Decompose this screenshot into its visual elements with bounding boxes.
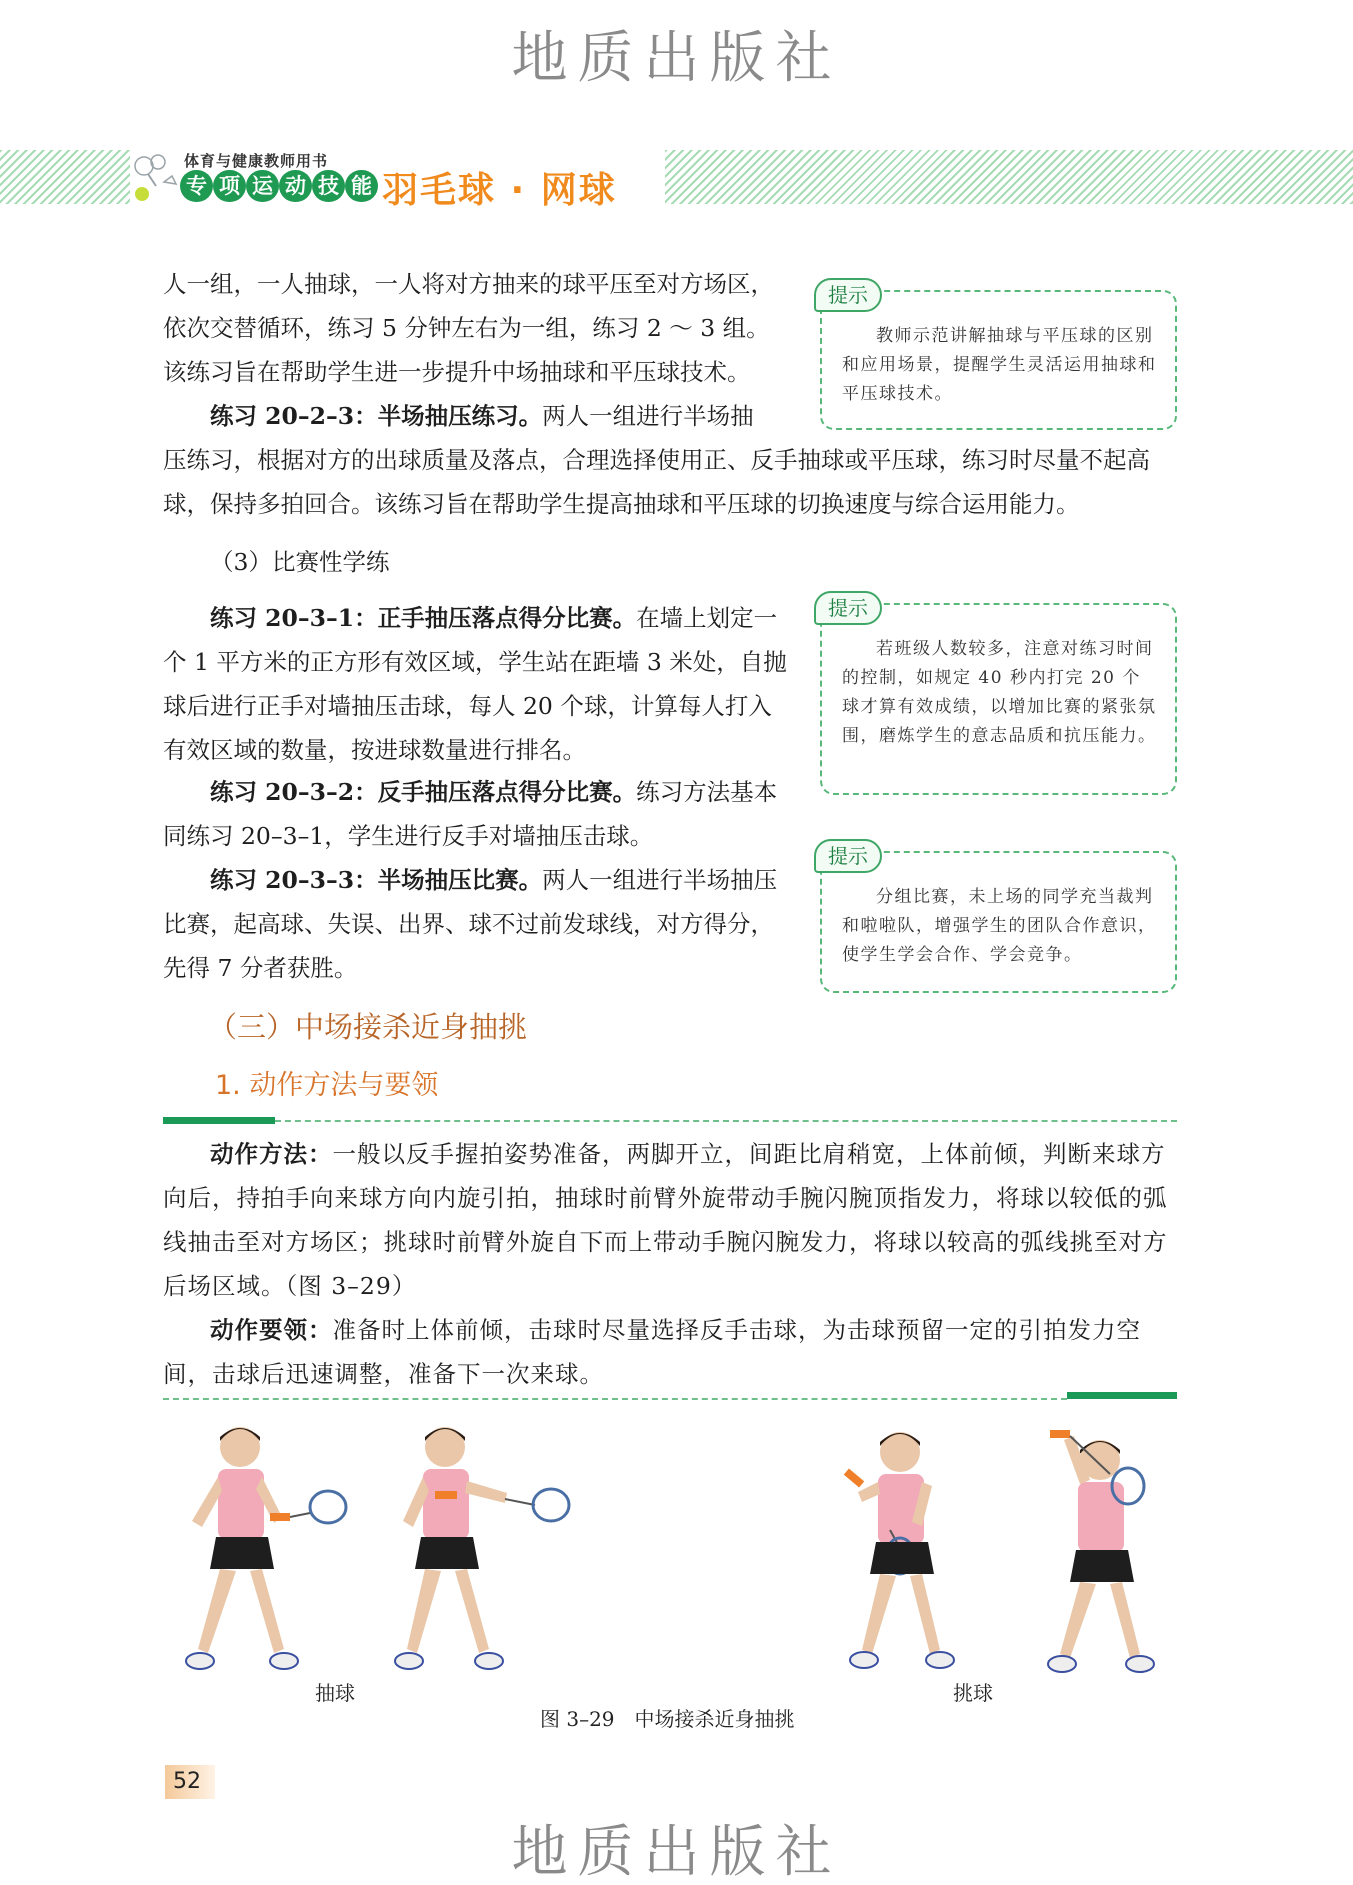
tip-label-3: 提示 [814, 839, 882, 873]
drill-20-3-3-title: 练习 20–3–3：半场抽压比赛。 [210, 866, 543, 894]
series-char-1: 专 [180, 170, 213, 202]
drill-20-2-3-text: 两人一组进行半场抽 [542, 402, 754, 430]
drill-20-3-1-title: 练习 20–3–1：正手抽压落点得分比赛。 [210, 604, 637, 632]
figure-caption: 图 3–29 中场接杀近身抽挑 [540, 1707, 795, 1731]
paragraph-drill-20-2-3-cont: 压练习，根据对方的出球质量及落点，合理选择使用正、反手抽球或平压球，练习时尽量不起高球，保持多拍回合。该练习旨在帮助学生提高抽球和平压球的切换速度与综合运用能力。 [163, 446, 1150, 518]
series-char-4: 动 [279, 170, 312, 202]
section-end-bar [1067, 1392, 1177, 1399]
tip-box-3 [820, 844, 1177, 993]
sub-heading-competition: （3）比赛性学练 [210, 548, 390, 576]
drill-20-2-3-title: 练习 20–2–3：半场抽压练习。 [210, 402, 543, 430]
action-method-text: 一般以反手握拍姿势准备，两脚开立，间距比肩稍宽，上体前倾，判断来球方向后，持拍手向来球方向内旋引拍，抽球时前臂外旋带动手腕闪腕顶指发力，将球以较低的弧线抽击至对方场区；挑球时前臂外旋自下而上带动手腕闪腕发力，将球以较高的弧线挑至对方后场区域。（图 3–29） [163, 1140, 1168, 1300]
publisher-watermark-bottom: 地质出版社 [511, 1820, 842, 1885]
tip-text-3: 分组比赛，未上场的同学充当裁判和啦啦队，增强学生的团队合作意识，使学生学会合作、学会竞争。 [842, 887, 1157, 965]
series-char-5: 技 [312, 170, 345, 202]
dotted-rule-bottom [163, 1398, 1067, 1400]
player-drive-photo-2 [375, 1415, 575, 1695]
action-method-label: 动作方法： [210, 1140, 333, 1168]
header-stripe-right [665, 150, 1353, 204]
tip-label-2: 提示 [814, 591, 882, 625]
book-header-banner [0, 150, 1353, 211]
heading-underline-bar [163, 1117, 275, 1124]
player-lift-photo-1 [830, 1420, 960, 1690]
caption-drive: 抽球 [315, 1681, 355, 1705]
dotted-rule-top [275, 1120, 1177, 1122]
drill-20-3-1-text: 在墙上划定一个 1 平方米的正方形有效区域，学生站在距墙 3 米处，自抛球后进行正手对墙抽压击球，每人 20 个球，计算每人打入有效区域的数量，按进球数量进行排名。 [163, 604, 787, 764]
paragraph-drill-20-2-2: 人一组，一人抽球，一人将对方抽来的球平压至对方场区，依次交替循环，练习 5 分钟左右为一组，练习 2 ～ 3 组。该练习旨在帮助学生进一步提升中场抽球和平压球技术。 [163, 270, 774, 386]
caption-lift: 挑球 [953, 1681, 993, 1705]
racket-shuttle-icon [128, 152, 180, 204]
series-char-6: 能 [345, 170, 378, 202]
paragraph-drill-20-3-3 [163, 858, 793, 990]
section-heading: （三）中场接杀近身抽挑 [208, 1010, 528, 1044]
series-char-3: 运 [246, 170, 279, 202]
tip-text-2: 若班级人数较多，注意对练习时间的控制，如规定 40 秒内打完 20 个球才算有效成绩，以增加比赛的紧张氛围，磨炼学生的意志品质和抗压能力。 [842, 639, 1157, 746]
action-key-label: 动作要领： [210, 1316, 333, 1344]
player-lift-photo-2 [1030, 1420, 1160, 1690]
paragraph-drill-20-2-3-start [163, 394, 793, 438]
drill-20-3-2-title: 练习 20–3–2：反手抽压落点得分比赛。 [210, 778, 637, 806]
publisher-watermark-top: 地质出版社 [511, 26, 842, 91]
tip-text-1: 教师示范讲解抽球与平压球的区别和应用场景，提醒学生灵活运用抽球和平压球技术。 [842, 326, 1157, 404]
tip-label-1: 提示 [814, 278, 882, 312]
player-drive-photo-1 [170, 1415, 350, 1695]
paragraph-drill-20-3-1 [163, 596, 793, 772]
tip-box-2 [820, 596, 1177, 795]
section-subheading: 1. 动作方法与要领 [215, 1070, 439, 1101]
drill-20-3-3-text: 两人一组进行半场抽压比赛，起高球、失误、出界、球不过前发球线，对方得分，先得 7 分者获胜。 [163, 866, 778, 982]
book-subtitle: 体育与健康教师用书 [184, 152, 329, 170]
paragraph-action-key [163, 1308, 1177, 1396]
drill-20-3-2-text: 练习方法基本同练习 20–3–1，学生进行反手对墙抽压击球。 [163, 778, 778, 850]
action-key-text: 准备时上体前倾，击球时尽量选择反手击球，为击球预留一定的引拍发力空间，击球后迅速调整，准备下一次来球。 [163, 1316, 1141, 1388]
header-stripe-left [0, 150, 130, 204]
tip-box-1 [820, 283, 1177, 430]
paragraph-drill-20-3-2 [163, 770, 793, 858]
page-number: 52 [165, 1765, 215, 1799]
book-title: 羽毛球 · 网球 [382, 170, 617, 211]
series-char-2: 项 [213, 170, 246, 202]
paragraph-action-method [163, 1132, 1177, 1308]
